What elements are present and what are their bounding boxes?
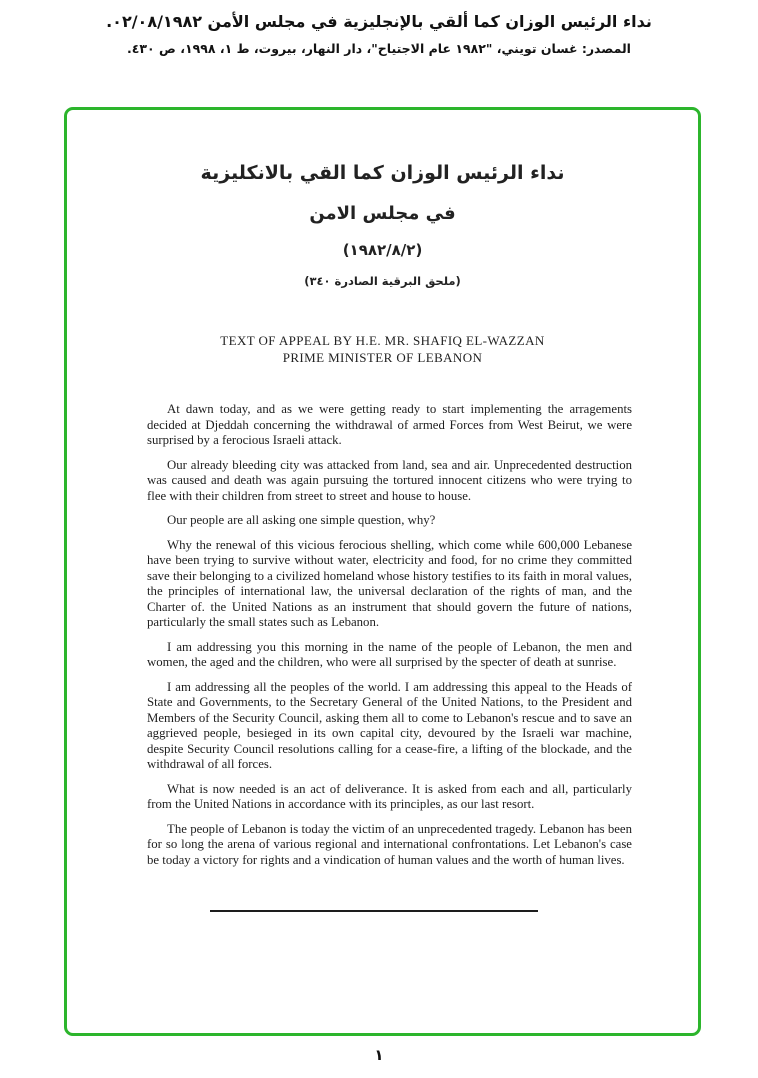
- body-paragraph: What is now needed is an act of deliverance. It is asked from each and all, particularly from the United Nations in accordance with its principles, as our last resort.: [147, 781, 632, 811]
- body-paragraph: I am addressing you this morning in the name of the people of Lebanon, the men and women, the aged and the children, who were all surprised by the specter of death at sunrise.: [147, 639, 632, 669]
- document-body: [67, 402, 698, 868]
- arabic-title-line1: نداء الرئيس الوزان كما القي بالانكليزية: [200, 162, 565, 184]
- header-source: المصدر: غسان تويني، "١٩٨٢ عام الاجتياح"، دار النهار، بيروت، ط ١، ١٩٩٨، ص ٤٣٠.: [127, 41, 631, 56]
- arabic-title-line2: في مجلس الامن: [309, 203, 456, 224]
- english-title-line2: PRIME MINISTER OF LEBANON: [282, 350, 483, 365]
- arabic-header: [0, 12, 758, 56]
- signature-rule: [210, 910, 538, 912]
- arabic-annex-note: (ملحق البرقية الصادرة ٣٤٠): [304, 274, 461, 288]
- body-paragraph: Our people are all asking one simple question, why?: [167, 513, 436, 527]
- page-footer: [0, 1046, 758, 1064]
- scanned-page: [67, 110, 698, 1033]
- body-paragraph: Our already bleeding city was attacked from land, sea and air. Unprecedented destruction was caused and death was again pursuing the tortured innocent citizens who were trying to flee with their children from street to street and house to house.: [147, 457, 632, 503]
- arabic-title-block: [67, 162, 698, 288]
- header-title: نداء الرئيس الوزان كما ألقي بالإنجليزية في مجلس الأمن ٠٢/٠٨/١٩٨٢.: [106, 12, 652, 31]
- body-paragraph: I am addressing all the peoples of the world. I am addressing this appeal to the Heads of State and Governments, to the Secretary General of the United Nations, to the President and Members of the Security Council, asking them all to come to Lebanon's rescue and to save an aggrieved people, besieged in its own capital city, devoured by the Israeli war machine, despite Security Council resolutions calling for a cease-fire, a lifting of the blockade, and the withdrawal of all forces.: [147, 679, 632, 771]
- arabic-date: (١٩٨٢/٨/٢): [342, 241, 423, 259]
- english-title-line1: TEXT OF APPEAL BY H.E. MR. SHAFIQ EL-WAZZAN: [220, 333, 545, 348]
- body-paragraph: Why the renewal of this vicious ferocious shelling, which come while 600,000 Lebanese have been trying to survive without water, electricity and food, for no crime they committed save their belonging to a civilized homeland whose history testifies to its faith in moral values, the principles of international law, the universal declaration of the rights of man, and the Charter of. the United Nations as an instrument that should govern the future of nations, particularly the small states such as Lebanon.: [147, 537, 632, 629]
- page-number: ١: [374, 1046, 384, 1064]
- body-paragraph: At dawn today, and as we were getting ready to start implementing the arragements decided at Djeddah concerning the withdrawal of armed Forces from West Beirut, we were surprised by a ferocious Israeli attack.: [147, 402, 632, 447]
- body-paragraph: The people of Lebanon is today the victim of an unprecedented tragedy. Lebanon has been for so long the arena of various regional and international confrontations. Let Lebanon's case be today a victory for rights and a vindication of human values and the worth of human lives.: [147, 821, 632, 867]
- english-title-block: [67, 332, 698, 366]
- document-frame: [64, 107, 701, 1036]
